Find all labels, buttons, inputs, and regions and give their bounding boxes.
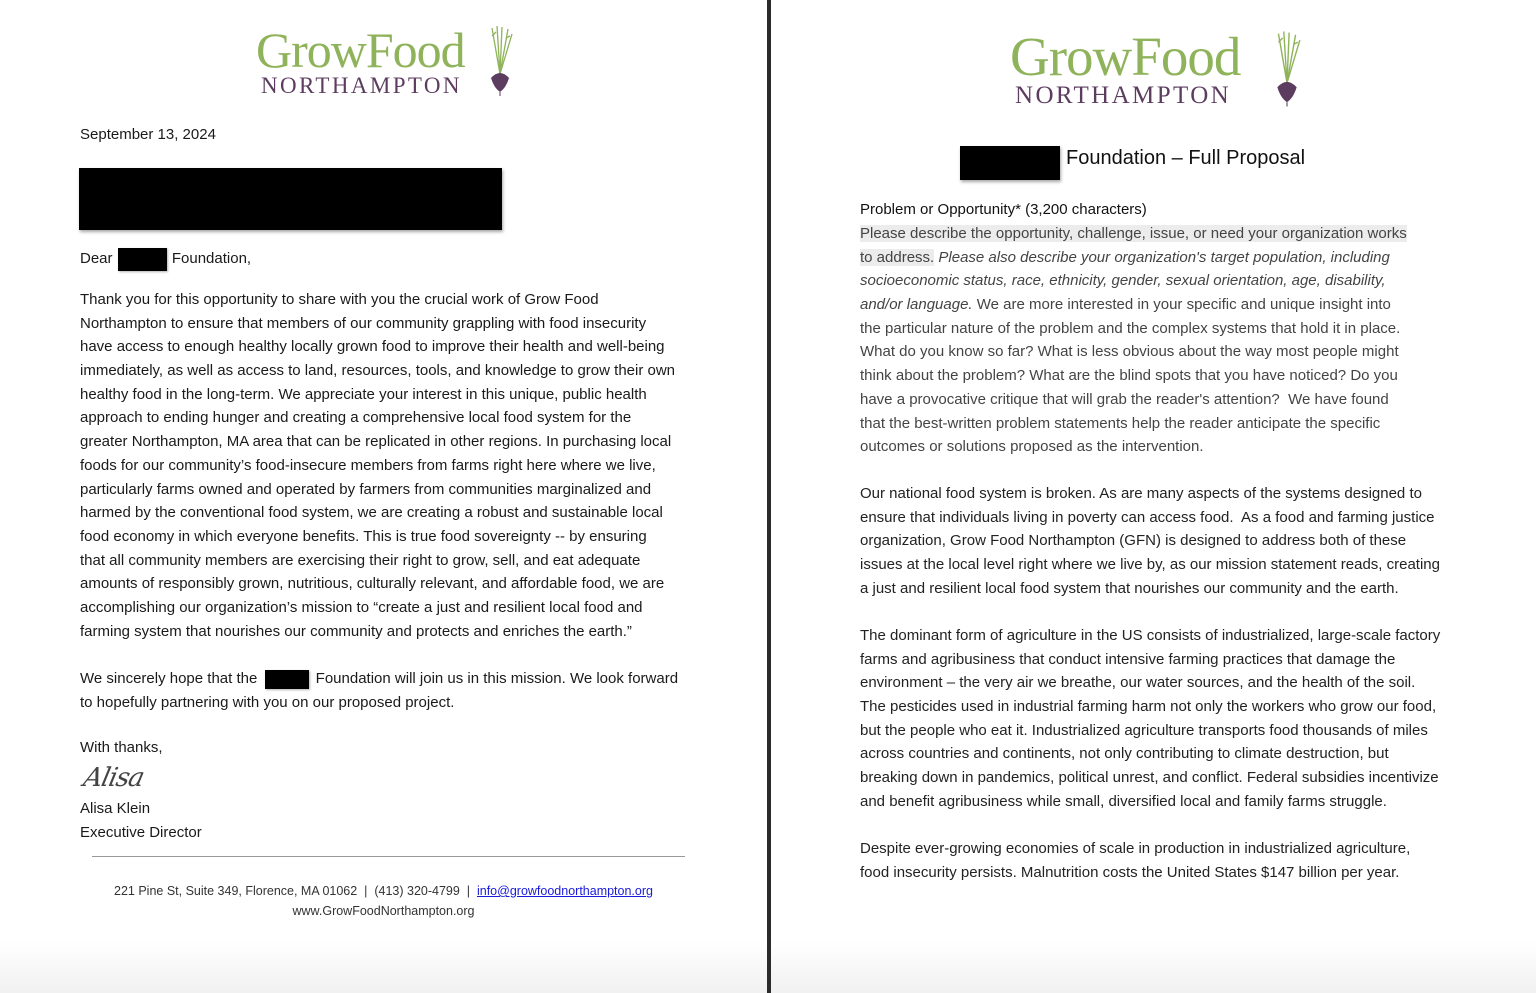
closing-text-2: Foundation will join us in this mission. We look forward	[315, 670, 679, 687]
paragraph-line: a just and resilient local food system that nourishes our community and the earth.	[860, 579, 1399, 597]
prompt-segment: Please also describe your organization's target population, including	[934, 248, 1390, 266]
logo-growfood: GrowFood	[256, 22, 465, 78]
logo-growfood: GrowFood	[1010, 26, 1241, 87]
paragraph-line: issues at the local level right where we live by, as our mission statement reads, creating	[860, 556, 1440, 574]
section-heading: Problem or Opportunity* (3,200 characters)	[860, 201, 1147, 218]
signer-name: Alisa Klein	[80, 800, 151, 817]
prompt-segment: to address.	[860, 248, 935, 266]
prompt-line	[860, 222, 1407, 246]
letter-body-line: approach to ending hunger and creating a comprehensive local food system for the	[80, 409, 632, 427]
redacted-address-block	[79, 168, 502, 230]
prompt-line	[860, 388, 1407, 412]
proposal-paragraph	[860, 624, 1440, 814]
proposal-paragraph	[860, 482, 1440, 600]
letter-body	[80, 288, 675, 643]
logo-northampton: NORTHAMPTON	[261, 73, 462, 98]
letter-date: September 13, 2024	[80, 126, 216, 143]
prompt-segment: that the best-written problem statements help the reader anticipate the specific	[860, 414, 1381, 432]
redacted-name	[265, 670, 309, 689]
logo	[256, 22, 516, 100]
salutation	[80, 247, 251, 271]
footer-address: 221 Pine St, Suite 349, Florence, MA 01062 | (413) 320-4799 |	[114, 884, 477, 898]
paragraph-line: The pesticides used in industrial farming harm not only the workers who grow our food,	[860, 698, 1437, 716]
footer-divider	[92, 856, 685, 857]
footer-email-link[interactable]: info@growfoodnorthampton.org	[476, 884, 653, 898]
letter-body-line: greater Northampton, MA area that can be replicated in other regions. In purchasing local	[80, 433, 672, 451]
letter-body-line: harmed by the conventional food system, we are creating a robust and sustainable local	[80, 504, 663, 522]
signer-title: Executive Director	[80, 824, 202, 841]
letter-body-line: immediately, as well as access to land, resources, tools, and knowledge to grow their own	[80, 362, 676, 380]
prompt-segment: the particular nature of the problem and the complex systems that hold it in place.	[860, 319, 1401, 337]
prompt-segment: What do you know so far? What is less obvious about the way most people might	[860, 343, 1399, 361]
paragraph-line: across countries and continents, not only contributing to climate destruction, but	[860, 745, 1389, 763]
beet-icon	[1272, 31, 1302, 107]
salutation-foundation: Foundation,	[171, 250, 252, 267]
signoff: With thanks,	[80, 739, 163, 756]
paragraph-line: and benefit agribusiness while small, diversified local and family farms struggle.	[860, 792, 1387, 810]
closing-text-1: We sincerely hope that the	[80, 670, 258, 687]
prompt-line	[860, 412, 1407, 436]
letter-body-line: farming system that nourishes our community and protects and enriches the earth.”	[80, 622, 632, 640]
paragraph-line: food insecurity persists. Malnutrition costs the United States $147 billion per year.	[860, 863, 1400, 881]
redacted-name	[118, 248, 167, 271]
prompt-segment: have a provocative critique that will grab the reader's attention? We have found	[860, 390, 1389, 408]
letter-body-line: Thank you for this opportunity to share with you the crucial work of Grow Food	[80, 291, 599, 308]
redacted-foundation-name	[960, 146, 1060, 180]
prompt-line	[860, 435, 1407, 459]
prompt-line	[860, 293, 1407, 317]
beet-icon	[486, 26, 514, 96]
prompt-segment: socioeconomic status, race, ethnicity, gender, sexual orientation, age, disability,	[860, 272, 1386, 290]
prompt-segment: think about the problem? What are the blind spots that you have noticed? Do you	[860, 367, 1398, 385]
letter-body-line: amounts of responsibly grown, nutritious, culturally relevant, and affordable food, we are	[80, 575, 665, 593]
letter-closing-paragraph	[80, 667, 678, 714]
prompt-segment: Please describe the opportunity, challenge, issue, or need your organization works	[860, 225, 1407, 242]
prompt-line	[860, 340, 1407, 364]
paragraph-line: farms and agribusiness that conduct intensive farming practices that damage the	[860, 650, 1396, 668]
paragraph-line: but the people who eat it. Industrialized agriculture transports food thousands of miles	[860, 721, 1428, 739]
letter-body-line: particularly farms owned and operated by farmers from communities marginalized and	[80, 480, 652, 498]
proposal-page	[771, 0, 1536, 993]
logo	[1010, 26, 1300, 111]
letter-body-line: food economy in which everyone benefits. This is true food sovereignty -- by ensuring	[80, 527, 647, 545]
proposal-title: Foundation – Full Proposal	[1066, 147, 1306, 169]
paragraph-line: environment – the very air we breathe, our water sources, and the health of the soil.	[860, 674, 1416, 692]
letter-body-line: Northampton to ensure that members of our community grappling with food insecurity	[80, 314, 647, 332]
letter-body-line: that all community members are exercising their right to grow, sell, and eat adequate	[80, 551, 641, 569]
paragraph-line: Our national food system is broken. As are many aspects of the systems designed to	[860, 485, 1422, 502]
prompt-segment: We are more interested in your specific and unique insight into	[972, 296, 1391, 314]
prompt-segment: and/or language.	[860, 296, 973, 314]
logo-northampton: NORTHAMPTON	[1015, 82, 1232, 109]
letter-page	[0, 0, 767, 993]
paragraph-line: Despite ever-growing economies of scale in production in industrialized agriculture,	[860, 840, 1411, 857]
letter-body-line: have access to enough healthy locally grown food to improve their health and well-being	[80, 338, 665, 356]
prompt-segment: outcomes or solutions proposed as the intervention.	[860, 438, 1204, 456]
paragraph-line: The dominant form of agriculture in the US consists of industrialized, large-scale factory	[860, 627, 1441, 644]
paragraph-line: ensure that individuals living in poverty can access food. As a food and farming justice	[860, 508, 1435, 526]
paragraph-line: breaking down in pandemics, political unrest, and conflict. Federal subsidies incentivize	[860, 769, 1439, 787]
footer-website: www.GrowFoodNorthampton.org	[292, 904, 475, 918]
proposal-paragraph	[860, 837, 1410, 884]
prompt-line	[860, 269, 1407, 293]
signature-text: Alisa	[80, 763, 147, 793]
letter-body-line: healthy food in the long-term. We appreciate your interest in this unique, public health	[80, 385, 647, 403]
prompt-line	[860, 317, 1407, 341]
closing-text-3: to hopefully partnering with you on our proposed project.	[80, 693, 455, 711]
prompt-line	[860, 364, 1407, 388]
footer-contact	[0, 883, 767, 899]
letter-body-line: foods for our community’s food-insecure members from farms right here where we live,	[80, 456, 656, 474]
letter-body-line: accomplishing our organization’s mission to “create a just and resilient local food and	[80, 598, 643, 616]
paragraph-line: organization, Grow Food Northampton (GFN) is designed to address both of these	[860, 532, 1407, 550]
prompt-line	[860, 246, 1407, 270]
salutation-dear: Dear	[80, 250, 113, 267]
signature	[81, 763, 147, 793]
section-prompt	[860, 222, 1407, 459]
